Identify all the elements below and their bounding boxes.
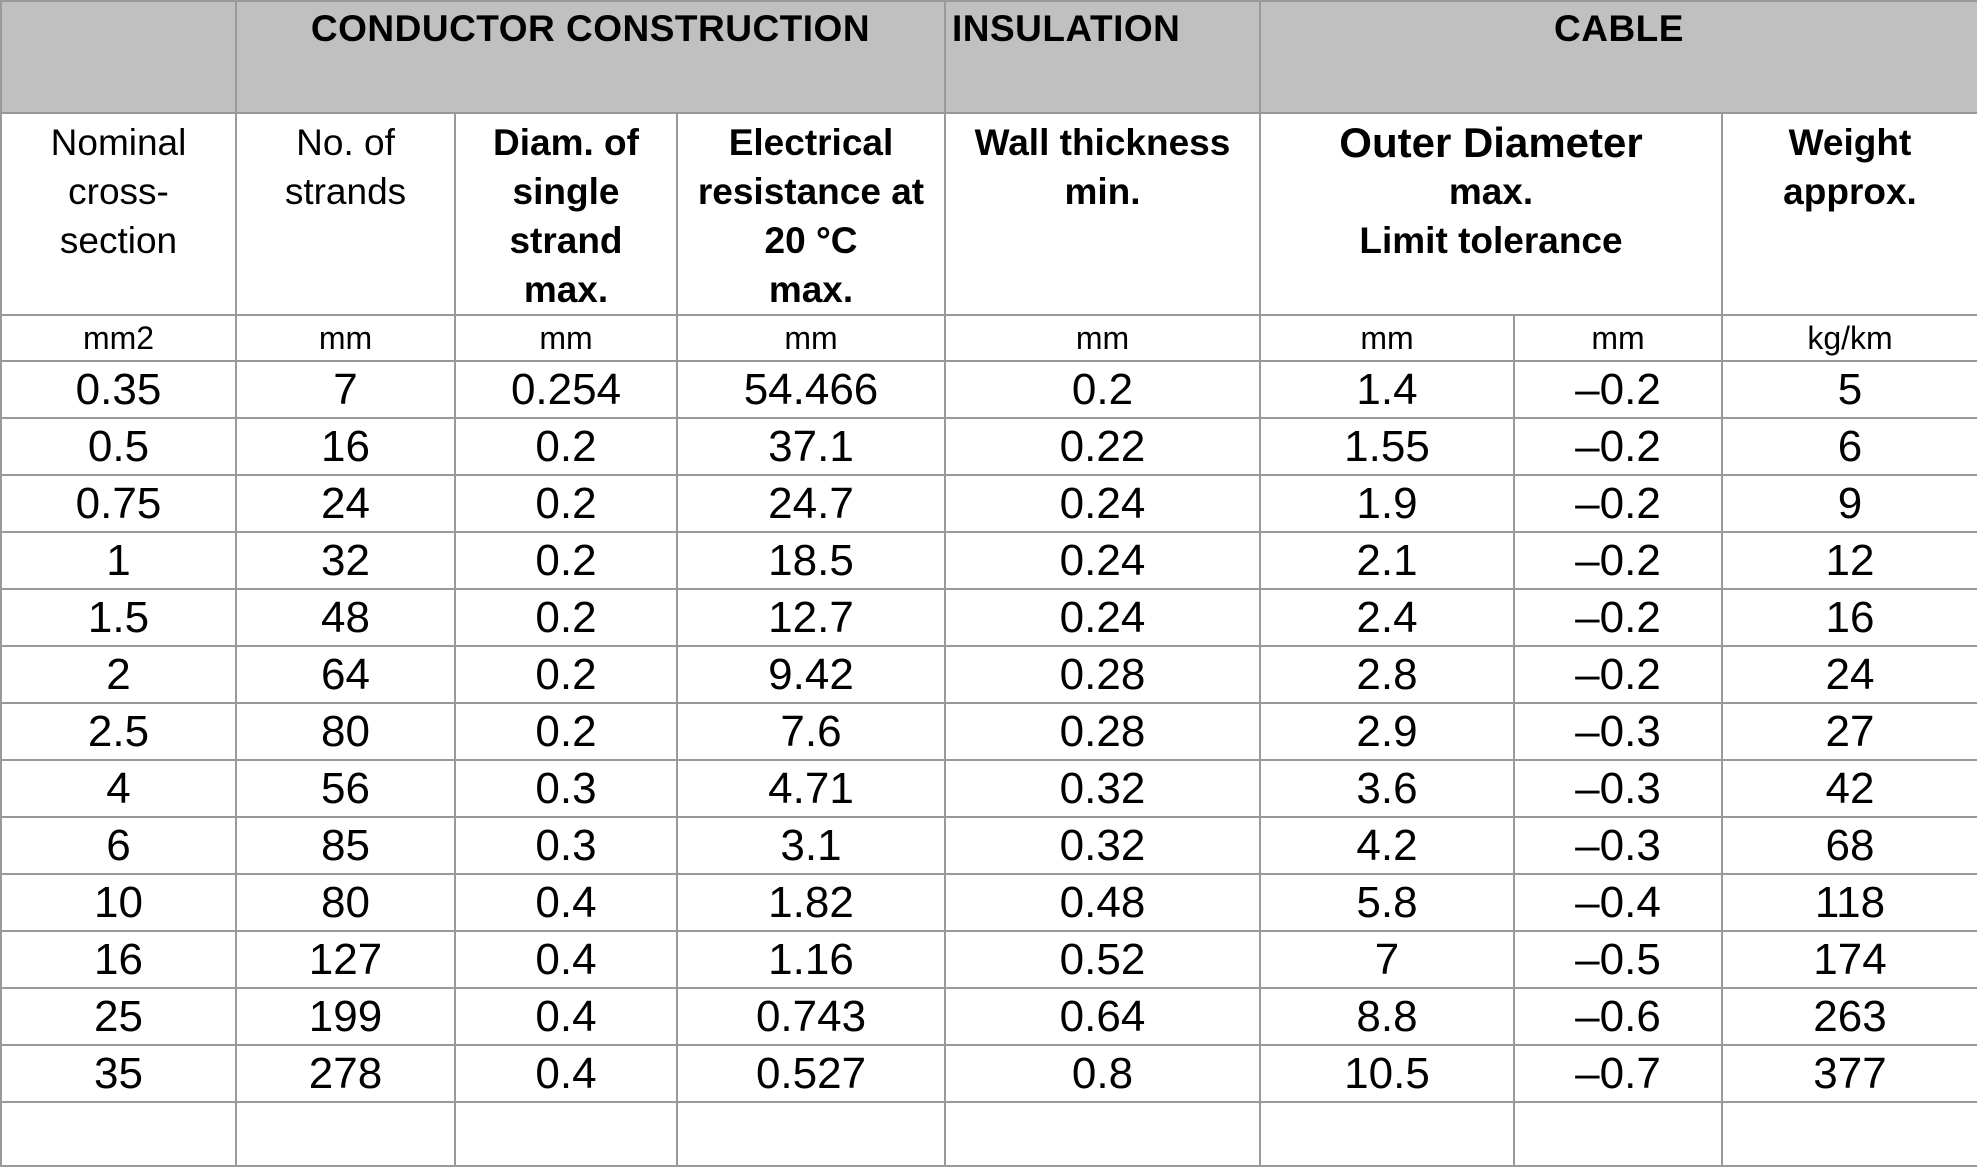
table-cell: 174 — [1722, 931, 1977, 988]
unit-cell: mm — [677, 315, 945, 361]
table-cell: 5.8 — [1260, 874, 1514, 931]
table-cell: 35 — [1, 1045, 236, 1102]
blank-cell — [1722, 1102, 1977, 1166]
table-cell: 1.4 — [1260, 361, 1514, 418]
blank-cell — [1260, 1102, 1514, 1166]
table-cell: 0.4 — [455, 1045, 677, 1102]
units-row — [1, 315, 1977, 361]
table-cell: 0.52 — [945, 931, 1260, 988]
table-cell: –0.2 — [1514, 361, 1722, 418]
table-cell: 6 — [1722, 418, 1977, 475]
table-cell: 7 — [236, 361, 455, 418]
table-cell: 0.35 — [1, 361, 236, 418]
table-cell: 68 — [1722, 817, 1977, 874]
table-row — [1, 532, 1977, 589]
table-cell: 2.9 — [1260, 703, 1514, 760]
unit-cell: mm — [455, 315, 677, 361]
blank-row — [1, 1102, 1977, 1166]
table-cell: 0.2 — [455, 646, 677, 703]
table-cell: –0.2 — [1514, 646, 1722, 703]
table-cell: 0.2 — [455, 703, 677, 760]
table-row — [1, 475, 1977, 532]
table-cell: 3.6 — [1260, 760, 1514, 817]
table-cell: 85 — [236, 817, 455, 874]
table-cell: 5 — [1722, 361, 1977, 418]
table-cell: 4.71 — [677, 760, 945, 817]
table-cell: 0.8 — [945, 1045, 1260, 1102]
table-cell: 56 — [236, 760, 455, 817]
table-cell: –0.2 — [1514, 532, 1722, 589]
table-cell: –0.2 — [1514, 589, 1722, 646]
table-cell: –0.3 — [1514, 817, 1722, 874]
table-cell: 0.3 — [455, 760, 677, 817]
table-cell: –0.7 — [1514, 1045, 1722, 1102]
table-cell: 0.2 — [455, 589, 677, 646]
unit-cell: mm — [236, 315, 455, 361]
table-cell: 7.6 — [677, 703, 945, 760]
table-cell: 0.48 — [945, 874, 1260, 931]
header-diam-single-strand: Diam. of single strand max. — [455, 113, 677, 315]
table-cell: 24 — [1722, 646, 1977, 703]
table-cell: 37.1 — [677, 418, 945, 475]
table-cell: 7 — [1260, 931, 1514, 988]
table-cell: 0.22 — [945, 418, 1260, 475]
unit-cell: kg/km — [1722, 315, 1977, 361]
table-cell: 16 — [1722, 589, 1977, 646]
table-cell: 0.24 — [945, 475, 1260, 532]
group-header-empty — [1, 1, 236, 113]
table-cell: 24 — [236, 475, 455, 532]
table-cell: 1 — [1, 532, 236, 589]
table-cell: 0.527 — [677, 1045, 945, 1102]
table-cell: 0.743 — [677, 988, 945, 1045]
table-cell: 12 — [1722, 532, 1977, 589]
table-cell: 0.28 — [945, 646, 1260, 703]
table-cell: 263 — [1722, 988, 1977, 1045]
blank-cell — [1514, 1102, 1722, 1166]
table-cell: 0.75 — [1, 475, 236, 532]
table-cell: 377 — [1722, 1045, 1977, 1102]
table-cell: 48 — [236, 589, 455, 646]
unit-cell: mm — [1260, 315, 1514, 361]
header-outer-diameter: Outer Diameter max. Limit tolerance — [1260, 113, 1722, 315]
table-cell: 27 — [1722, 703, 1977, 760]
table-cell: 0.28 — [945, 703, 1260, 760]
group-header-conductor: CONDUCTOR CONSTRUCTION — [236, 1, 945, 113]
table-row — [1, 361, 1977, 418]
table-cell: 127 — [236, 931, 455, 988]
table-cell: –0.6 — [1514, 988, 1722, 1045]
table-cell: 10 — [1, 874, 236, 931]
table-cell: 9.42 — [677, 646, 945, 703]
table-cell: 0.4 — [455, 931, 677, 988]
table-cell: 42 — [1722, 760, 1977, 817]
table-cell: –0.3 — [1514, 703, 1722, 760]
table-cell: 0.32 — [945, 817, 1260, 874]
table-cell: 1.55 — [1260, 418, 1514, 475]
unit-cell: mm — [945, 315, 1260, 361]
table-cell: 0.2 — [945, 361, 1260, 418]
table-cell: 6 — [1, 817, 236, 874]
header-nominal-cross-section: Nominal cross- section — [1, 113, 236, 315]
table-cell: –0.5 — [1514, 931, 1722, 988]
header-no-of-strands: No. of strands — [236, 113, 455, 315]
table-cell: 54.466 — [677, 361, 945, 418]
table-cell: –0.2 — [1514, 475, 1722, 532]
blank-cell — [455, 1102, 677, 1166]
blank-cell — [677, 1102, 945, 1166]
table-cell: 0.4 — [455, 988, 677, 1045]
table-cell: 1.82 — [677, 874, 945, 931]
table-cell: 2.1 — [1260, 532, 1514, 589]
table-cell: 32 — [236, 532, 455, 589]
table-cell: 3.1 — [677, 817, 945, 874]
table-row — [1, 817, 1977, 874]
table-cell: 2.8 — [1260, 646, 1514, 703]
table-cell: 199 — [236, 988, 455, 1045]
table-cell: 0.32 — [945, 760, 1260, 817]
table-cell: 80 — [236, 703, 455, 760]
table-row — [1, 703, 1977, 760]
table-cell: 64 — [236, 646, 455, 703]
table-cell: 118 — [1722, 874, 1977, 931]
blank-cell — [945, 1102, 1260, 1166]
group-header-cable: CABLE — [1260, 1, 1977, 113]
table-cell: 1.9 — [1260, 475, 1514, 532]
table-cell: –0.3 — [1514, 760, 1722, 817]
table-cell: 2 — [1, 646, 236, 703]
table-cell: 0.4 — [455, 874, 677, 931]
table-cell: 80 — [236, 874, 455, 931]
table-cell: 1.16 — [677, 931, 945, 988]
table-cell: –0.2 — [1514, 418, 1722, 475]
header-electrical-resistance: Electrical resistance at 20 °C max. — [677, 113, 945, 315]
table-cell: 4 — [1, 760, 236, 817]
table-row — [1, 1045, 1977, 1102]
table-cell: 0.2 — [455, 418, 677, 475]
group-header-insulation: INSULATION — [945, 1, 1260, 113]
column-header-row — [1, 113, 1977, 315]
unit-cell: mm2 — [1, 315, 236, 361]
table-cell: 0.3 — [455, 817, 677, 874]
table-cell: 18.5 — [677, 532, 945, 589]
table-cell: 4.2 — [1260, 817, 1514, 874]
table-cell: 0.24 — [945, 589, 1260, 646]
table-cell: 0.2 — [455, 475, 677, 532]
table-cell: 0.64 — [945, 988, 1260, 1045]
table-cell: 10.5 — [1260, 1045, 1514, 1102]
blank-cell — [1, 1102, 236, 1166]
table-row — [1, 646, 1977, 703]
group-header-row — [1, 1, 1977, 113]
table-cell: –0.4 — [1514, 874, 1722, 931]
table-cell: 12.7 — [677, 589, 945, 646]
table-cell: 8.8 — [1260, 988, 1514, 1045]
table-cell: 2.5 — [1, 703, 236, 760]
table-cell: 278 — [236, 1045, 455, 1102]
table-cell: 2.4 — [1260, 589, 1514, 646]
table-cell: 0.2 — [455, 532, 677, 589]
table-row — [1, 931, 1977, 988]
table-cell: 24.7 — [677, 475, 945, 532]
table-row — [1, 874, 1977, 931]
blank-cell — [236, 1102, 455, 1166]
table-cell: 0.24 — [945, 532, 1260, 589]
unit-cell: mm — [1514, 315, 1722, 361]
table-cell: 16 — [1, 931, 236, 988]
data-rows — [1, 361, 1977, 1102]
table-row — [1, 418, 1977, 475]
table-cell: 0.5 — [1, 418, 236, 475]
table-cell: 9 — [1722, 475, 1977, 532]
table-cell: 16 — [236, 418, 455, 475]
header-wall-thickness: Wall thickness min. — [945, 113, 1260, 315]
header-weight: Weight approx. — [1722, 113, 1977, 315]
table-cell: 1.5 — [1, 589, 236, 646]
table-row — [1, 760, 1977, 817]
table-cell: 25 — [1, 988, 236, 1045]
table-row — [1, 988, 1977, 1045]
table-row — [1, 589, 1977, 646]
table-cell: 0.254 — [455, 361, 677, 418]
